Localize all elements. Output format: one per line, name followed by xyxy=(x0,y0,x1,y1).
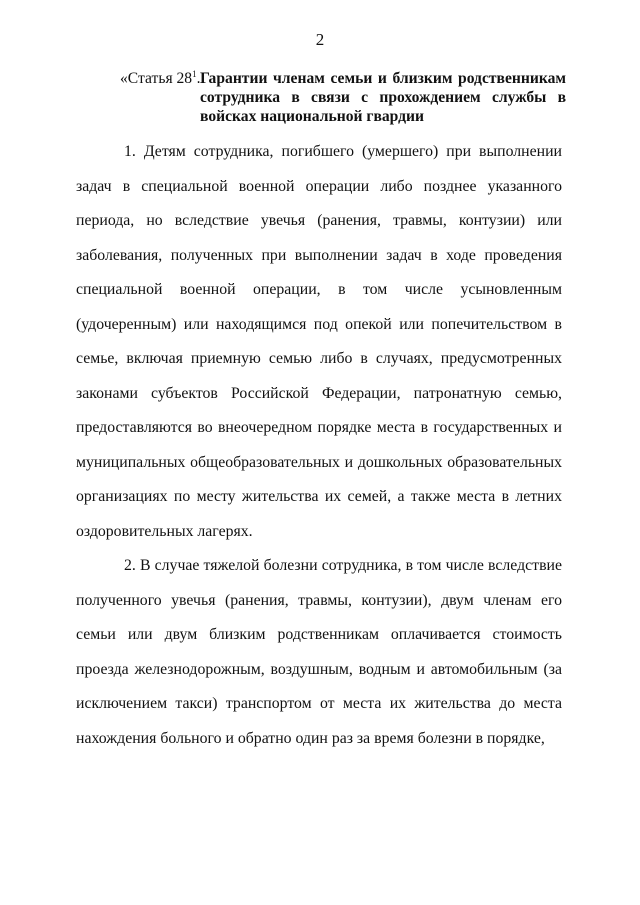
paragraph-2 xyxy=(76,549,562,756)
article-number-superscript: 1 xyxy=(192,69,197,79)
paragraph-1-text: 1. Детям сотрудника, погибшего (умершего) при выполнении задач в специальной военной операции либо позднее указанного периода, но вследствие увечья (ранения, травмы, контузии) или заболевания, полученных при выполнении задач в ходе проведения специальной военной операции, в том числе усыновленным (удочеренным) или находящимся под опекой или попечительством в семье, включая приемную семью либо в случаях, предусмотренных законами субъектов Российской Федерации, патронатную семью, предоставляются во внеочередном порядке места в государственных и муниципальных общеобразовательных и дошкольных образовательных организациях по месту жительства их семей, а также места в летних оздоровительных лагерях. xyxy=(76,143,562,540)
article-number-dot: . xyxy=(196,70,201,87)
paragraph-2-text: 2. В случае тяжелой болезни сотрудника, в том числе вследствие полученного увечья (ранения, травмы, контузии), двум членам его семьи или двум близким родственникам оплачивается стоимость проезда железнодорожным, воздушным, водным и автомобильным (за исключением такси) транспортом от места их жительства до места нахождения больного и обратно один раз за время болезни в порядке, xyxy=(76,557,562,747)
paragraph-1 xyxy=(76,135,562,549)
article-number xyxy=(120,69,201,88)
article-number-text: «Статья 28 xyxy=(120,70,193,87)
page-number: 2 xyxy=(315,30,325,49)
article-heading xyxy=(76,69,566,126)
article-title: Гарантии членам семьи и близким родственникам сотрудника в связи с прохождением службы в войсках национальной гвардии xyxy=(200,70,566,125)
